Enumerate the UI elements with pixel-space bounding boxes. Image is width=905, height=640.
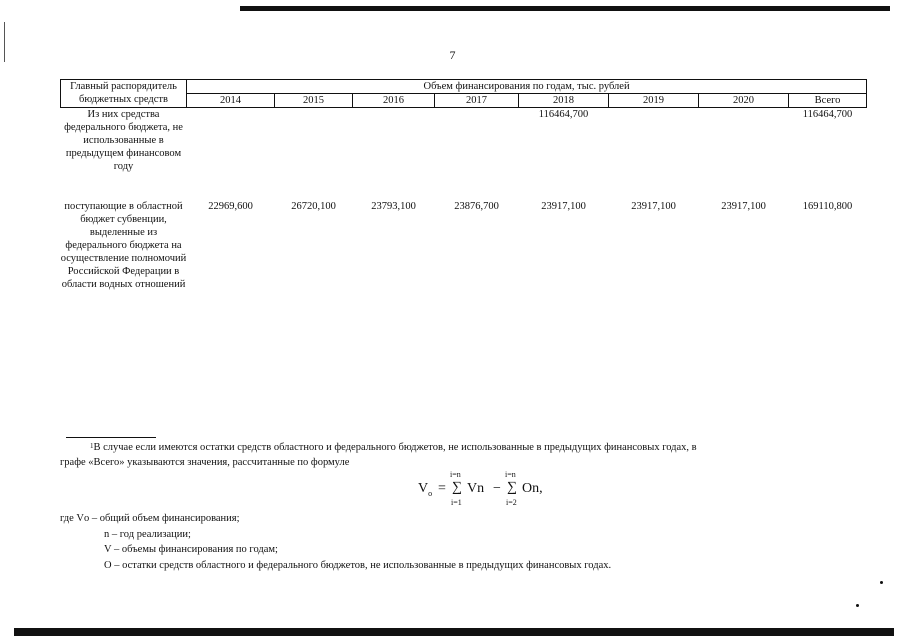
table-cell: 23917,100 bbox=[721, 201, 766, 212]
formula-term-2: Оn, bbox=[522, 481, 543, 496]
table-cell: 23917,100 bbox=[631, 201, 676, 212]
header-year-2020: 2020 bbox=[699, 94, 789, 108]
legend-line: n – год реализации; bbox=[104, 528, 191, 540]
table-cell: 22969,600 bbox=[208, 201, 253, 212]
footnote-separator bbox=[66, 437, 156, 438]
scan-speck bbox=[856, 604, 859, 607]
sum2-lower-limit: i=2 bbox=[506, 498, 517, 507]
table-cell: 116464,700 bbox=[538, 109, 589, 120]
footnote-marker: 1 bbox=[90, 442, 94, 450]
legend-line: О – остатки средств областного и федерального бюджетов, не использованные в предыдущих финансовых годах. bbox=[104, 559, 612, 571]
header-group-cell: Объем финансирования по годам, тыс. рублей bbox=[187, 80, 867, 94]
table-cell: 23917,100 bbox=[541, 201, 586, 212]
financing-table bbox=[60, 79, 867, 291]
footnote bbox=[60, 440, 866, 470]
legend-line: где Vо – общий объем финансирования; bbox=[60, 513, 240, 524]
table-cell: 23793,100 bbox=[371, 201, 416, 212]
header-year-2014: 2014 bbox=[187, 94, 275, 108]
table-cell bbox=[699, 108, 789, 195]
header-year-2016: 2016 bbox=[353, 94, 435, 108]
header-total: Всего bbox=[789, 94, 867, 108]
formula bbox=[418, 471, 578, 511]
table-row bbox=[61, 194, 867, 291]
footnote-text-1: В случае если имеются остатки средств областного и федерального бюджетов, не использованные в предыдущих финансовых годах, в bbox=[93, 442, 697, 453]
formula-lhs: $V_о$ bbox=[418, 481, 433, 498]
legend-line: V – объемы финансирования по годам; bbox=[104, 544, 278, 556]
footnote-line-1 bbox=[60, 440, 866, 455]
sum1-upper-limit: i=n bbox=[450, 470, 461, 479]
formula-term-1: Vn bbox=[467, 481, 485, 496]
table-cell bbox=[609, 108, 699, 195]
row-label: Из них средства федерального бюджета, не использованные в предыдущем финансовом году bbox=[64, 109, 183, 172]
scan-bottom-border bbox=[14, 628, 894, 636]
table-cell bbox=[353, 108, 435, 195]
table-cell bbox=[435, 108, 519, 195]
scan-speck bbox=[880, 581, 883, 584]
page-number: 7 bbox=[449, 48, 456, 62]
table-cell bbox=[187, 108, 275, 195]
header-year-2017: 2017 bbox=[435, 94, 519, 108]
header-main-cell: Главный распорядитель бюджетных средств bbox=[61, 80, 187, 108]
table-cell bbox=[275, 108, 353, 195]
formula-equals: = bbox=[438, 481, 446, 496]
header-year-2018: 2018 bbox=[519, 94, 609, 108]
row-label: поступающие в областной бюджет субвенции, выделенные из федерального бюджета на осуществление полномочий Российской Федерации в области водных отношений bbox=[60, 201, 187, 290]
table-cell: 26720,100 bbox=[291, 201, 336, 212]
sum1-lower-limit: i=1 bbox=[451, 498, 462, 507]
table-cell: 23876,700 bbox=[454, 201, 499, 212]
sum1-sigma: ∑ bbox=[452, 480, 462, 495]
header-year-2019: 2019 bbox=[609, 94, 699, 108]
formula-legend bbox=[60, 511, 611, 573]
scan-top-border bbox=[240, 6, 890, 11]
sum2-sigma: ∑ bbox=[507, 480, 517, 495]
table-cell: 116464,700 bbox=[802, 109, 853, 120]
header-year-2015: 2015 bbox=[275, 94, 353, 108]
sum2-upper-limit: i=n bbox=[505, 470, 516, 479]
table-cell: 169110,800 bbox=[802, 201, 853, 212]
table-row bbox=[61, 108, 867, 195]
footnote-line-2: графе «Всего» указываются значения, рассчитанные по формуле bbox=[60, 457, 350, 468]
formula-minus: − bbox=[493, 481, 501, 496]
